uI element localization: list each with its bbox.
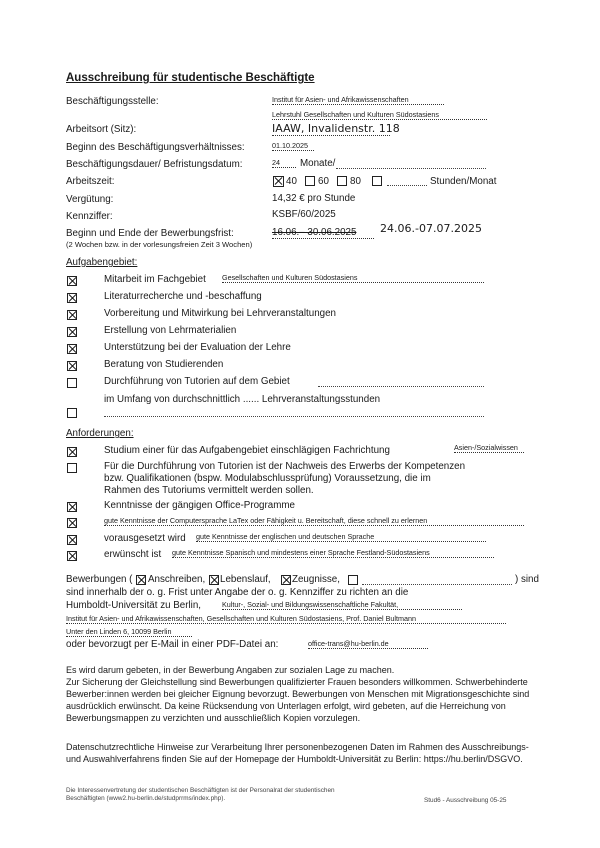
bewerbung-line3: Humboldt-Universität zu Berlin, — [66, 600, 202, 611]
bewerbung-anschreiben-label: Anschreiben, — [148, 574, 206, 585]
anforderung-office-label: Kenntnisse der gängigen Office-Programme — [104, 500, 295, 511]
frist-new-value: 24.06.-07.07.2025 — [380, 222, 482, 235]
anforderung-studium-label: Studium einer für das Aufgabengebiet einschlägigen Fachrichtung — [104, 445, 390, 456]
bewerbung-other-dots[interactable] — [362, 584, 512, 585]
aufgabe-checkbox-2[interactable] — [67, 293, 77, 303]
arbeitsort-field[interactable]: IAAW, Invalidenstr. 118 — [272, 122, 400, 135]
anforderung-vorausgesetzt-checkbox[interactable] — [67, 535, 77, 545]
bewerbung-zeugnisse-checkbox[interactable] — [281, 575, 291, 585]
beschaeftigungsstelle-line1[interactable]: Institut für Asien- und Afrikawissenschaften — [272, 95, 444, 105]
anforderung-studium-extra[interactable]: Asien-/Sozialwissen — [454, 443, 524, 453]
aufgabe-checkbox-3[interactable] — [67, 310, 77, 320]
bewerbung-anschreiben-checkbox[interactable] — [136, 575, 146, 585]
aufgabe-label-1: Mitarbeit im Fachgebiet — [104, 274, 206, 285]
anforderung-erwuenscht-label: erwünscht ist — [104, 549, 162, 560]
aufgabe-label-2: Literaturrecherche und -beschaffung — [104, 291, 262, 302]
aufgabe-label-8: im Umfang von durchschnittlich ...... Lehrveranstaltungsstunden — [104, 394, 381, 405]
beginn-field[interactable]: 01.10.2025 — [272, 141, 314, 151]
anforderung-tutorien-line3: Rahmen des Tutoriums vermittelt werden sollen. — [104, 485, 314, 496]
bewerbung-institut[interactable]: Institut für Asien- und Afrikawissenschaften, Gesellschaften und Kulturen Südostasiens, Prof. Daniel Bultmann — [66, 614, 506, 624]
aufgabe-label-4: Erstellung von Lehrmaterialien — [104, 325, 237, 336]
frist-label: Beginn und Ende der Bewerbungsfrist: — [66, 228, 234, 239]
aufgabe-checkbox-7[interactable] — [67, 378, 77, 388]
befristungsdatum-dots[interactable] — [336, 168, 486, 169]
bewerbung-other-checkbox[interactable] — [348, 575, 358, 585]
frist-old-value: 16.06.– 30.06.2025 — [272, 227, 374, 239]
aufgabe-checkbox-5[interactable] — [67, 344, 77, 354]
anforderung-vorausgesetzt-extra[interactable]: gute Kenntnisse der englischen und deutschen Sprache — [196, 532, 486, 542]
dauer-field[interactable]: 24 — [272, 158, 296, 168]
anforderung-tutorien-line2: bzw. Qualifikationen (bspw. Modulabschlussprüfung) Voraussetzung, die im — [104, 473, 431, 484]
arbeitszeit-40-checkbox[interactable] — [273, 176, 284, 187]
aufgabe-other-dots[interactable] — [104, 416, 484, 417]
beschaeftigungsstelle-label: Beschäftigungsstelle: — [66, 96, 159, 107]
anforderung-latex-checkbox[interactable] — [67, 518, 77, 528]
anforderung-erwuenscht-checkbox[interactable] — [67, 551, 77, 561]
bewerbung-lebenslauf-checkbox[interactable] — [209, 575, 219, 585]
arbeitszeit-other-checkbox[interactable] — [372, 176, 382, 186]
page-title: Ausschreibung für studentische Beschäftigte — [66, 72, 315, 84]
dauer-label: Beschäftigungsdauer/ Befristungsdatum: — [66, 159, 243, 170]
aufgabe-label-6: Beratung von Studierenden — [104, 359, 224, 370]
arbeitszeit-60-label: 60 — [318, 176, 329, 187]
beginn-label: Beginn des Beschäftigungsverhältnisses: — [66, 142, 245, 153]
arbeitszeit-80-checkbox[interactable] — [337, 176, 347, 186]
frist-note: (2 Wochen bzw. in der vorlesungsfreien Zeit 3 Wochen) — [66, 240, 253, 249]
anforderung-erwuenscht-extra[interactable]: gute Kenntnisse Spanisch und mindestens einer Sprache Festland-Südostasiens — [172, 548, 494, 558]
arbeitsort-label: Arbeitsort (Sitz): — [66, 124, 137, 135]
bewerbung-fakultaet[interactable]: Kultur-, Sozial- und Bildungswissenschaftliche Fakultät, — [222, 600, 462, 610]
aufgabe-label-3: Vorbereitung und Mitwirkung bei Lehrveranstaltungen — [104, 308, 337, 319]
hinweis-datenschutz: Datenschutzrechtliche Hinweise zur Verarbeitung Ihrer personenbezogenen Daten im Rahmen des Ausschreibungs- und Auswahlverfahrens finden Sie auf der Homepage der Humboldt-Universität zu Berlin: https://hu.berlin/DSGVO. — [66, 742, 529, 764]
anforderung-vorausgesetzt-label: vorausgesetzt wird — [104, 533, 186, 544]
anforderung-tutorien-checkbox[interactable] — [67, 463, 77, 473]
aufgabe-checkbox-6[interactable] — [67, 361, 77, 371]
aufgabe-extra-1[interactable]: Gesellschaften und Kulturen Südostasiens — [222, 273, 484, 283]
bewerbung-line2: sind innerhalb der o. g. Frist unter Angabe der o. g. Kennziffer zu richten an die — [66, 587, 409, 598]
bewerbung-adresse[interactable]: Unter den Linden 6, 10099 Berlin — [66, 627, 192, 637]
anforderung-latex-text[interactable]: gute Kenntnisse der Computersprache LaTex oder Fähigkeit u. Bereitschaft, diese schnell zu erlernen — [104, 516, 524, 526]
bewerbung-zeugnisse-label: Zeugnisse, — [292, 574, 340, 585]
anforderung-tutorien-line1: Für die Durchführung von Tutorien ist der Nachweis des Erwerbs der Kompetenzen — [104, 461, 466, 472]
aufgabengebiet-heading: Aufgabengebiet: — [66, 257, 138, 268]
kennziffer-label: Kennziffer: — [66, 211, 113, 222]
bewerbung-email[interactable]: office-trans@hu-berlin.de — [308, 639, 428, 649]
aufgabe-checkbox-1[interactable] — [67, 276, 77, 286]
aufgabe-label-7: Durchführung von Tutorien auf dem Gebiet — [104, 376, 290, 387]
anforderungen-heading: Anforderungen: — [66, 428, 134, 439]
aufgabe-checkbox-4[interactable] — [67, 327, 77, 337]
footer-note-line1: Die Interessenvertretung der studentischen Beschäftigten ist der Personalrat der studentischen — [66, 787, 335, 794]
arbeitszeit-60-checkbox[interactable] — [305, 176, 315, 186]
footer-form-id: Stud6 - Ausschreibung 05-25 — [424, 797, 507, 804]
verguetung-label: Vergütung: — [66, 194, 114, 205]
arbeitszeit-40-label: 40 — [286, 176, 297, 187]
verguetung-value: 14,32 € pro Stunde — [272, 193, 356, 204]
bewerbung-line1-end: ) sind — [515, 574, 539, 585]
beschaeftigungsstelle-line2[interactable]: Lehrstuhl Gesellschaften und Kulturen Südostasiens — [272, 110, 487, 120]
anforderung-office-checkbox[interactable] — [67, 502, 77, 512]
aufgabe-checkbox-9[interactable] — [67, 408, 77, 418]
bewerbung-email-label: oder bevorzugt per E-Mail in einer PDF-Datei an: — [66, 639, 279, 650]
bewerbung-lebenslauf-label: Lebenslauf, — [220, 574, 271, 585]
bewerbung-line1-start: Bewerbungen ( — [66, 574, 133, 585]
arbeitszeit-unit: Stunden/Monat — [430, 176, 497, 187]
arbeitszeit-80-label: 80 — [350, 176, 361, 187]
tutorien-gebiet-dots[interactable] — [318, 386, 484, 387]
kennziffer-value: KSBF/60/2025 — [272, 209, 336, 220]
hinweis-soziale-lage: Es wird darum gebeten, in der Bewerbung Angaben zur sozialen Lage zu machen. — [66, 665, 395, 675]
footer-note-line2: Beschäftigten (www2.hu-berlin.de/studprrms/index.php). — [66, 795, 226, 802]
hinweis-gleichstellung: Zur Sicherung der Gleichstellung sind Bewerbungen qualifizierter Frauen besonders willkommen. Schwerbehinderte Bewerber:innen werden bei gleicher Eignung bevorzugt. Bewerbungen von Menschen mit Migrationsgeschichte sind ausdrücklich erwünscht. Da keine Rücksendung von Unterlagen erfolgt, wird gebeten, auf die Herreichung von Bewerbungsmappen zu verzichten und ausschließlich Kopien vorzulegen. — [66, 677, 530, 723]
arbeitszeit-label: Arbeitszeit: — [66, 176, 115, 187]
anforderung-studium-checkbox[interactable] — [67, 447, 77, 457]
aufgabe-label-5: Unterstützung bei der Evaluation der Lehre — [104, 342, 291, 353]
dauer-unit: Monate/ — [300, 158, 336, 169]
arbeitszeit-other-dots[interactable] — [387, 185, 427, 186]
